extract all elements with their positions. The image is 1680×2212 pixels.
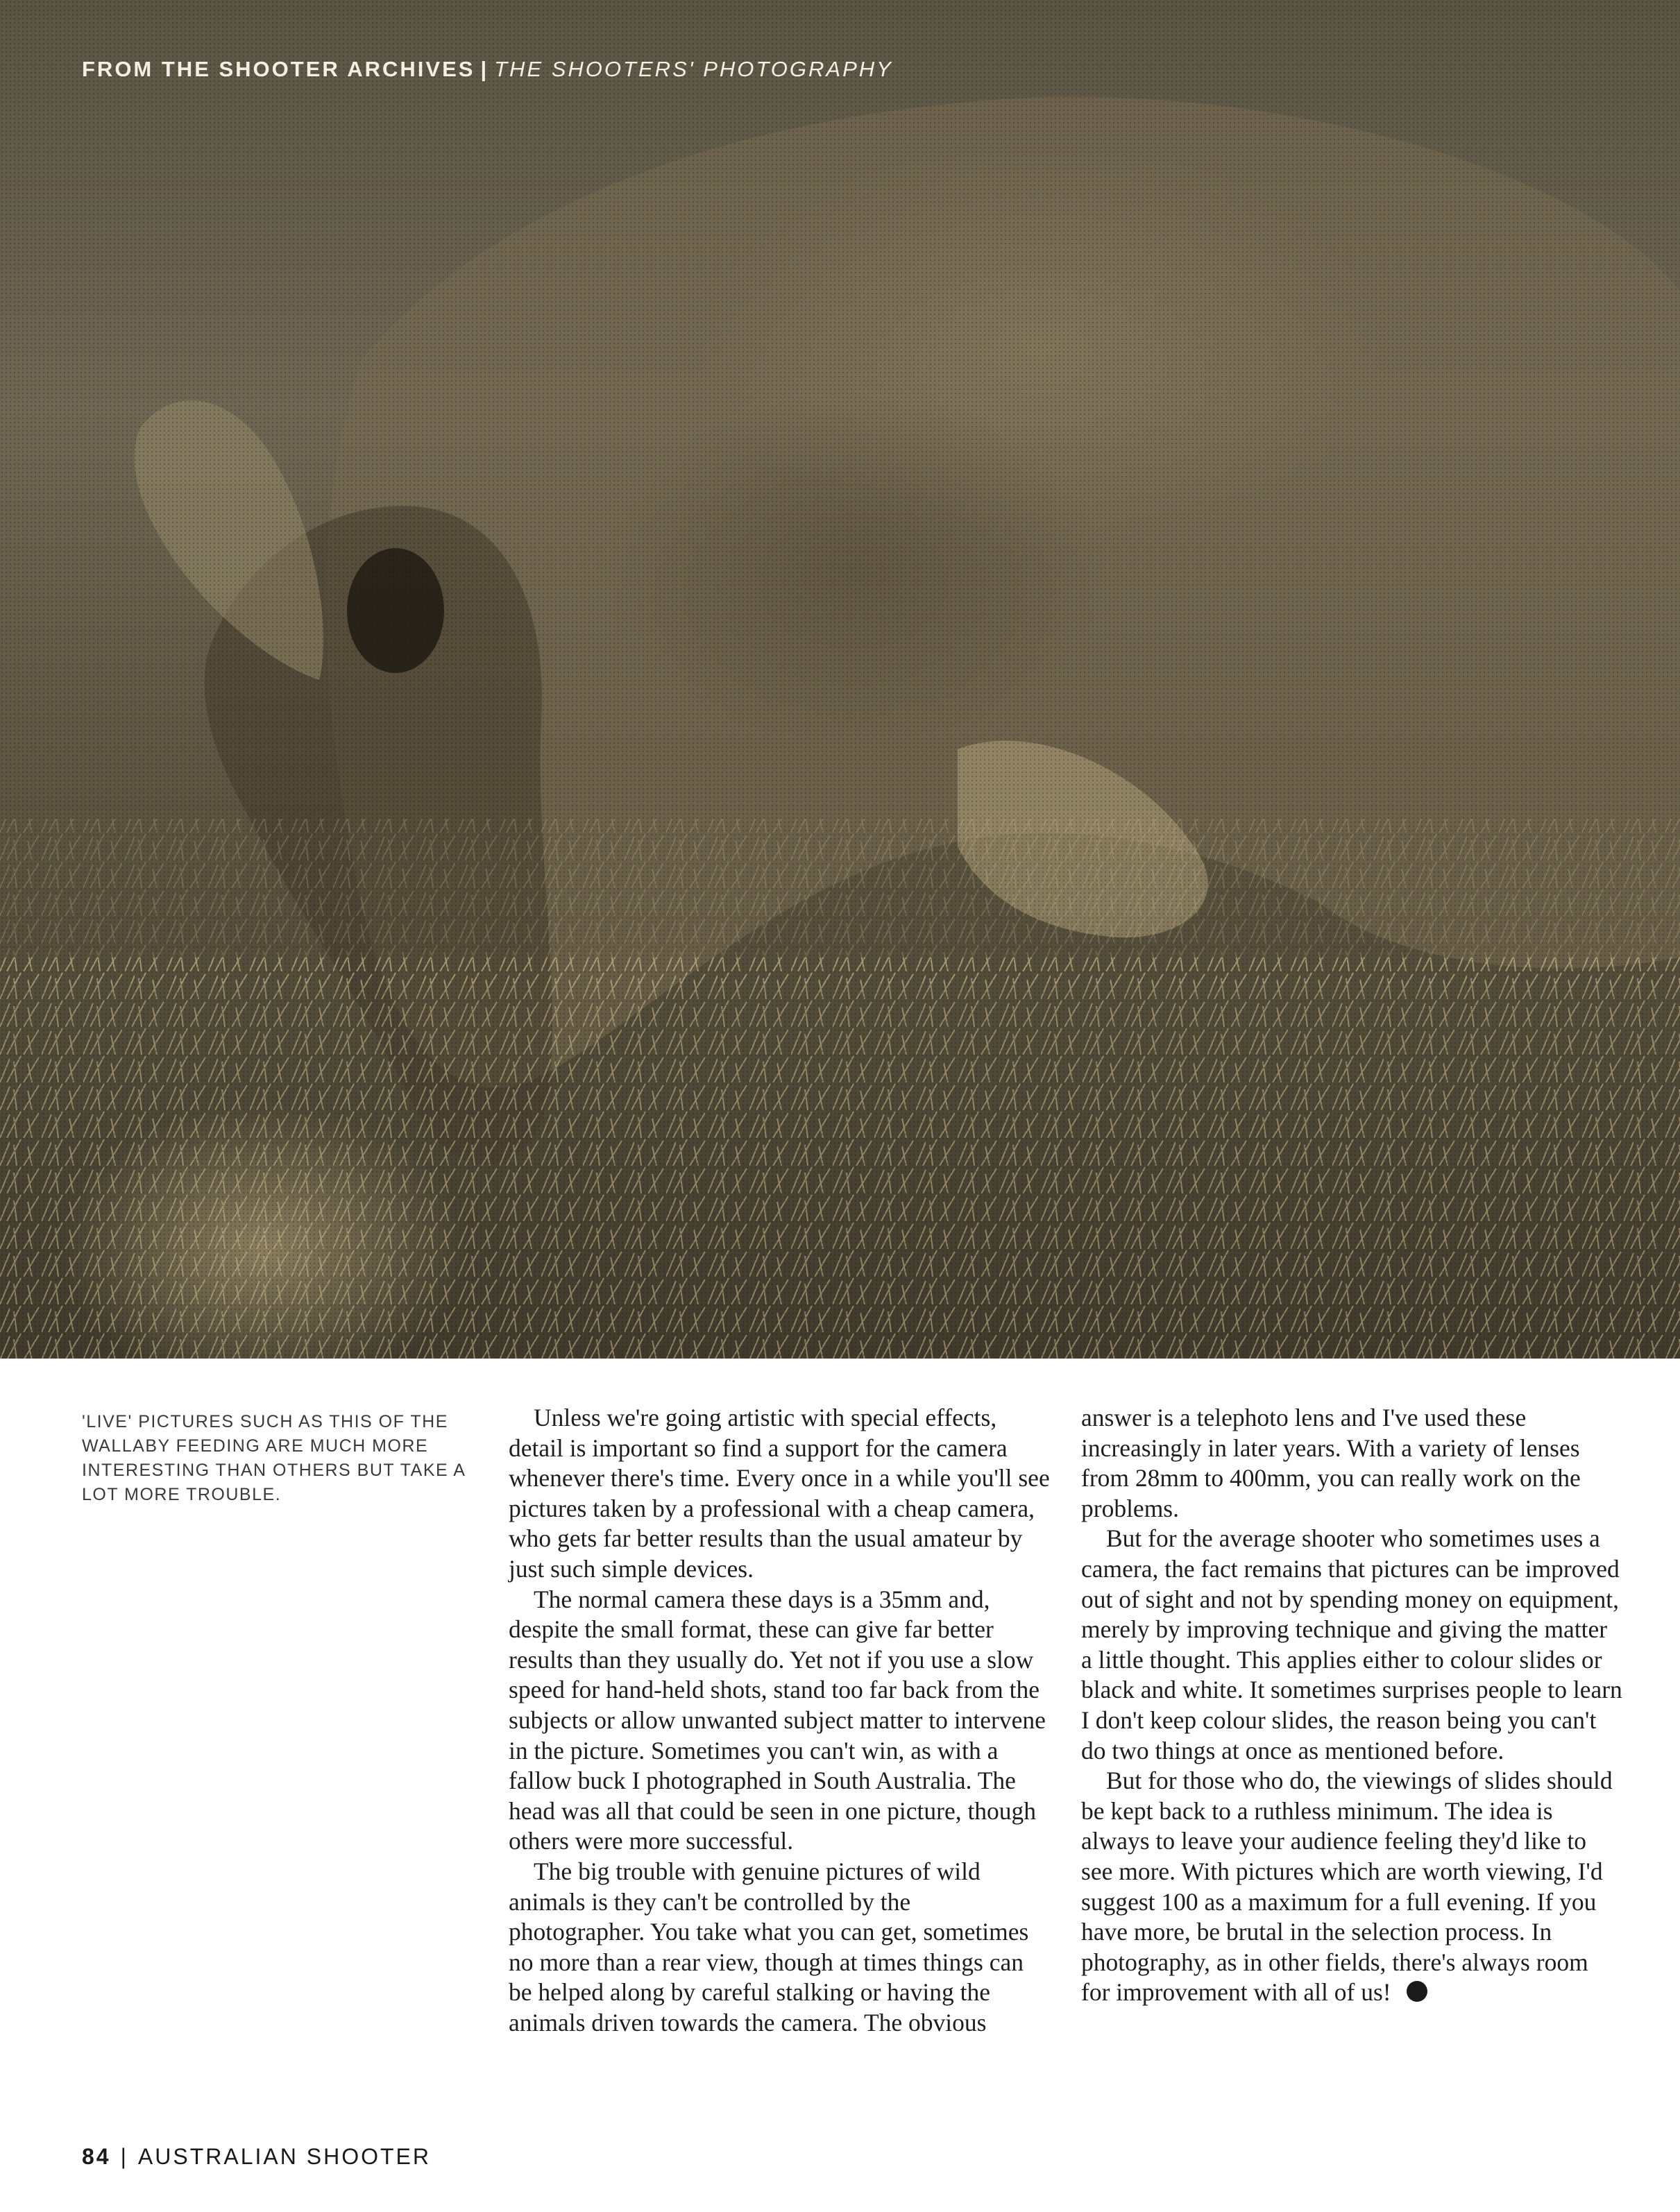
header-separator: | (480, 57, 489, 81)
page-number: 84 (82, 2144, 111, 2169)
paragraph: Unless we're going artistic with special effects, detail is important so find a support for the camera whenever there's time. Every once in a while you'll see pictures taken by a professional with a cheap camera, who gets far better results than the usual amateur by just such simple devices. (509, 1404, 1050, 1583)
paragraph: But for the average shooter who sometimes uses a camera, the fact remains that pictures can be improved out of sight and not by spending money on equipment, merely by improving technique and giving the matter a little thought. This applies either to colour slides or black and white. It sometimes surprises people to learn I don't keep colour slides, the reason being you can't do two things at once as mentioned before. (1081, 1524, 1622, 1764)
subsection-title: THE SHOOTERS' PHOTOGRAPHY (494, 57, 893, 81)
end-mark-icon (1407, 1981, 1427, 2002)
photo-caption: 'LIVE' PICTURES SUCH AS THIS OF THE WALLABY FEEDING ARE MUCH MORE INTERESTING THAN OTHERS BUT TAKE A LOT MORE TROUBLE. (82, 1412, 466, 1504)
paragraph: The big trouble with genuine pictures of wild animals is they can't be controlled by the photographer. You take what you can get, sometimes no more than a rear view, though at times things can be helped along by careful stalking or having the animals driven towards the camera. The obvious (509, 1857, 1029, 2036)
section-title: FROM THE SHOOTER ARCHIVES (82, 57, 475, 81)
article-column-1 (509, 1403, 1050, 2038)
paragraph-final (1081, 1766, 1622, 2008)
paragraph: answer is a telephoto lens and I've used these increasingly in later years. With a variety of lenses from 28mm to 400mm, you can really work on the problems. (1081, 1404, 1581, 1522)
publication-name: AUSTRALIAN SHOOTER (137, 2144, 431, 2169)
paragraph: The normal camera these days is a 35mm and, despite the small format, these can give far better results than they usually do. Yet not if you use a slow speed for hand-held shots, stand too far back from the subjects or allow unwanted subject matter to intervene in the picture. Sometimes you can't win, as with a fallow buck I photographed in South Australia. The head was all that could be seen in one picture, though others were more successful. (509, 1585, 1046, 1855)
footer-separator: | (120, 2144, 128, 2169)
paragraph-text: But for those who do, the viewings of slides should be kept back to a ruthless minimum. The idea is always to leave your audience feeling they'd like to see more. With pictures which are worth viewing, I'd suggest 100 as a maximum for a full evening. If you have more, be brutal in the selection process. In photography, as in other fields, there's always room for improvement with all of us! (1081, 1767, 1613, 2007)
running-head (82, 57, 893, 82)
page-footer (82, 2144, 431, 2170)
article-column-2 (1081, 1403, 1622, 2008)
